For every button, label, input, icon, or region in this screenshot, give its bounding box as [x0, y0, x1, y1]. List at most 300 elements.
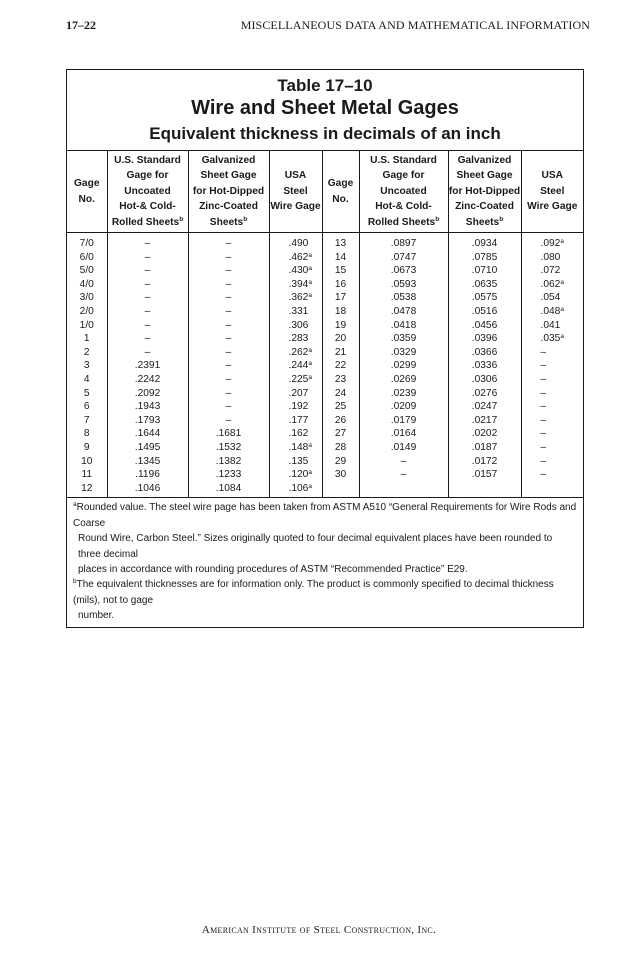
section-title: MISCELLANEOUS DATA AND MATHEMATICAL INFORMATION: [240, 18, 590, 32]
cell-value: .0934: [471, 238, 498, 249]
cell-value: .177: [288, 414, 309, 426]
cell-value: .207: [288, 387, 309, 399]
cell-gage: [67, 332, 107, 346]
footnote-mark: a: [308, 251, 312, 259]
header-usa-steel-2: [521, 151, 583, 233]
cell-value: .0217: [471, 414, 498, 426]
cell-gage: [322, 233, 359, 251]
cell-us: [359, 332, 448, 346]
gage-table-body: [67, 233, 583, 498]
cell-value: –: [225, 414, 232, 426]
header-line: Gage for: [126, 170, 169, 182]
cell-value: .148: [288, 441, 309, 453]
cell-us: [107, 414, 188, 428]
cell-usa: [269, 387, 322, 401]
header-line: [108, 215, 188, 230]
cell-value: .062: [540, 278, 561, 290]
cell-us: [359, 400, 448, 414]
cell-us: [107, 264, 188, 278]
footnote-a-line-2: Round Wire, Carbon Steel.” Sizes originally quoted to four decimal equivalent places have been rounded to three decimal: [78, 533, 553, 560]
cell-value: 25: [334, 401, 347, 413]
header-line: for Hot-Dipped: [192, 185, 265, 197]
cell-galv: [448, 373, 521, 387]
table-row: [67, 468, 583, 482]
header-line: Galvanized: [201, 154, 256, 166]
cell-us: [359, 427, 448, 441]
cell-value: 12: [81, 482, 93, 494]
page-footer: American Institute of Steel Construction, Inc.: [201, 924, 437, 936]
header-line: Uncoated: [380, 185, 427, 197]
cell-gage: [322, 400, 359, 414]
cell-us: [359, 291, 448, 305]
header-line: U.S. Standard: [114, 154, 181, 166]
cell-usa: [269, 441, 322, 455]
cell-value: 2: [83, 346, 90, 358]
cell-value: .120: [288, 469, 309, 481]
cell-galv: [188, 373, 269, 387]
cell-value: 22: [334, 360, 347, 372]
cell-value: –: [225, 319, 232, 331]
cell-value: 7: [83, 414, 90, 426]
cell-value: .0149: [390, 441, 417, 453]
header-line-text: Sheets: [465, 216, 500, 228]
cell-value: –: [225, 387, 232, 399]
cell-galv: [448, 264, 521, 278]
cell-us: [359, 278, 448, 292]
cell-usa: [521, 359, 583, 373]
footnote-mark: b: [499, 215, 504, 223]
cell-gage: [322, 291, 359, 305]
cell-gage: [67, 482, 107, 498]
cell-usa: [269, 400, 322, 414]
cell-value: .0673: [390, 265, 417, 277]
cell-value: .362: [288, 292, 309, 304]
cell-value: .1532: [215, 441, 242, 453]
cell-usa: [269, 373, 322, 387]
cell-value: .0747: [390, 251, 417, 263]
cell-galv: [188, 387, 269, 401]
table-title: Wire and Sheet Metal Gages: [191, 97, 459, 119]
cell-value: .0593: [390, 278, 417, 290]
table-row: [67, 346, 583, 360]
header-line: Galvanized: [457, 154, 512, 166]
header-line: Wire Gage: [270, 201, 321, 213]
cell-value: 1/0: [79, 319, 94, 331]
cell-usa: [269, 291, 322, 305]
page-header: [66, 18, 590, 34]
header-line: Steel: [283, 185, 308, 197]
cell-galv: [448, 400, 521, 414]
cell-value: 23: [334, 373, 347, 385]
cell-us: [107, 251, 188, 265]
cell-usa: [521, 291, 583, 305]
cell-value: .1495: [134, 441, 161, 453]
footnote-mark: a: [308, 441, 312, 449]
cell-us: [359, 373, 448, 387]
cell-galv: [448, 468, 521, 482]
header-line: [449, 215, 521, 230]
cell-usa: [269, 233, 322, 251]
cell-value: .2242: [134, 373, 161, 385]
cell-usa: [269, 427, 322, 441]
cell-galv: [448, 319, 521, 333]
header-us-standard-2: [359, 151, 448, 233]
cell-value: –: [225, 360, 232, 372]
cell-galv: [188, 291, 269, 305]
header-line: Wire Gage: [527, 201, 578, 213]
header-line: Sheet Gage: [200, 170, 257, 182]
footnote-mark: a: [308, 360, 312, 368]
table-subtitle: Equivalent thickness in decimals of an inch: [149, 124, 501, 143]
cell-gage: [67, 278, 107, 292]
cell-us: [107, 427, 188, 441]
header-line: USA: [284, 170, 307, 182]
cell-usa: [521, 233, 583, 251]
cell-value: .0635: [471, 278, 498, 290]
cell-value: 16: [334, 278, 347, 290]
cell-gage: [67, 359, 107, 373]
table-row: [67, 482, 583, 498]
footnote-mark: a: [560, 238, 564, 245]
table-row: [67, 278, 583, 292]
cell-us: [107, 359, 188, 373]
cell-gage: [67, 233, 107, 251]
cell-value: .0336: [471, 360, 498, 372]
footnote-b-line-2: number.: [78, 610, 115, 622]
cell-value: .054: [540, 292, 561, 304]
cell-gage: [322, 264, 359, 278]
cell-gage: [67, 305, 107, 319]
cell-value: –: [144, 238, 151, 249]
cell-us: [359, 468, 448, 482]
cell-gage: [322, 468, 359, 482]
cell-value: 18: [334, 305, 347, 317]
cell-value: 10: [81, 455, 93, 467]
cell-value: 27: [334, 428, 347, 440]
cell-value: –: [225, 265, 232, 277]
gage-table-frame: [66, 69, 584, 628]
header-line-text: Rolled Sheets: [367, 216, 436, 228]
header-line: Gage: [74, 178, 100, 190]
cell-us: [359, 414, 448, 428]
cell-value: 3/0: [79, 292, 94, 304]
cell-galv: [188, 319, 269, 333]
table-row: [67, 359, 583, 373]
cell-value: –: [225, 238, 232, 249]
header-line: Hot-& Cold-: [119, 201, 176, 213]
footnote-mark: a: [308, 346, 312, 354]
footnote-mark: a: [308, 373, 312, 381]
cell-value: .0239: [390, 387, 417, 399]
cell-gage: [322, 346, 359, 360]
table-row: [67, 387, 583, 401]
table-row: [67, 427, 583, 441]
cell-gage: [67, 291, 107, 305]
cell-galv: [188, 414, 269, 428]
cell-us: [107, 455, 188, 469]
cell-galv: [188, 332, 269, 346]
cell-us: [359, 346, 448, 360]
cell-value: 30: [334, 469, 347, 481]
cell-usa: [521, 251, 583, 265]
footnote-mark: a: [308, 278, 312, 286]
footnote-line: The equivalent thicknesses are for information only. The product is commonly specified to decimal thickness (mils), not to gage: [73, 579, 554, 606]
cell-galv: [188, 482, 269, 498]
cell-galv: [448, 427, 521, 441]
cell-value: .0396: [471, 333, 498, 345]
cell-value: .0516: [471, 305, 498, 317]
header-line: No.: [332, 193, 349, 205]
footnote-mark: b: [179, 215, 184, 223]
footnote-mark: a: [560, 278, 564, 286]
cell-galv: [448, 482, 521, 498]
cell-value: .306: [288, 319, 309, 331]
cell-gage: [67, 319, 107, 333]
cell-value: 13: [334, 238, 347, 249]
cell-value: .0329: [390, 346, 417, 358]
cell-galv: [188, 427, 269, 441]
cell-us: [359, 455, 448, 469]
cell-gage: [67, 427, 107, 441]
cell-value: –: [540, 360, 547, 372]
table-row: [67, 319, 583, 333]
cell-value: .394: [288, 278, 309, 290]
cell-galv: [188, 264, 269, 278]
cell-value: .0299: [390, 360, 417, 372]
cell-galv: [188, 278, 269, 292]
cell-usa: [521, 427, 583, 441]
cell-value: .0187: [471, 441, 498, 453]
cell-value: .035: [540, 333, 561, 345]
cell-value: .0575: [471, 292, 498, 304]
cell-galv: [188, 455, 269, 469]
cell-value: .0209: [390, 401, 417, 413]
footnote-b: [73, 577, 577, 608]
footnote-a: [73, 500, 577, 531]
cell-gage: [322, 251, 359, 265]
cell-galv: [188, 468, 269, 482]
cell-value: .1644: [134, 428, 161, 440]
table-row: [67, 332, 583, 346]
cell-gage: [67, 468, 107, 482]
page-number: 17–22: [66, 18, 96, 32]
cell-value: –: [400, 455, 407, 467]
cell-gage: [322, 482, 359, 498]
cell-value: 8: [83, 428, 90, 440]
cell-galv: [448, 278, 521, 292]
cell-usa: [521, 373, 583, 387]
footnote-mark: b: [243, 215, 248, 223]
cell-value: 21: [334, 346, 347, 358]
cell-gage: [67, 387, 107, 401]
cell-value: .080: [540, 251, 561, 263]
cell-value: .430: [288, 265, 309, 277]
footnote-a-line-3: places in accordance with rounding procedures of ASTM “Recommended Practice” E29.: [78, 563, 468, 575]
header-line: No.: [78, 193, 95, 205]
cell-galv: [188, 359, 269, 373]
table-row: [67, 441, 583, 455]
cell-value: –: [225, 251, 232, 263]
cell-value: .0172: [471, 455, 498, 467]
header-line: U.S. Standard: [370, 154, 437, 166]
cell-value: .0306: [471, 373, 498, 385]
table-row: [67, 305, 583, 319]
cell-value: 6: [83, 401, 90, 413]
cell-us: [107, 332, 188, 346]
cell-value: 4/0: [79, 278, 94, 290]
cell-gage: [322, 278, 359, 292]
cell-galv: [448, 346, 521, 360]
cell-galv: [448, 414, 521, 428]
cell-us: [107, 441, 188, 455]
cell-usa: [269, 414, 322, 428]
cell-value: –: [540, 469, 547, 481]
cell-value: 1: [83, 333, 90, 345]
table-row: [67, 414, 583, 428]
cell-value: 4: [83, 373, 90, 385]
cell-us: [359, 482, 448, 498]
table-row: [67, 400, 583, 414]
cell-usa: [269, 359, 322, 373]
cell-galv: [188, 441, 269, 455]
cell-usa: [269, 346, 322, 360]
cell-value: 28: [334, 441, 347, 453]
header-line: Zinc-Coated: [455, 201, 514, 213]
cell-gage: [67, 400, 107, 414]
cell-value: .0456: [471, 319, 498, 331]
cell-us: [107, 319, 188, 333]
header-line: Uncoated: [124, 185, 171, 197]
cell-gage: [322, 414, 359, 428]
header-usa-steel: [269, 151, 322, 233]
cell-value: .1382: [215, 455, 242, 467]
cell-usa: [521, 482, 583, 498]
cell-value: 11: [81, 469, 93, 481]
cell-us: [359, 441, 448, 455]
cell-galv: [188, 251, 269, 265]
cell-value: .0157: [471, 469, 498, 481]
footnote-mark: a: [308, 265, 312, 273]
cell-gage: [67, 251, 107, 265]
cell-us: [359, 233, 448, 251]
cell-usa: [521, 400, 583, 414]
table-row: [67, 291, 583, 305]
cell-galv: [188, 233, 269, 251]
footnote-mark: a: [560, 333, 564, 341]
cell-value: 20: [334, 333, 347, 345]
cell-value: .106: [288, 482, 309, 494]
cell-usa: [269, 278, 322, 292]
cell-value: .0366: [471, 346, 498, 358]
cell-gage: [322, 332, 359, 346]
cell-value: .0538: [390, 292, 417, 304]
cell-galv: [448, 441, 521, 455]
table-titles: [67, 70, 583, 151]
cell-value: 29: [334, 455, 347, 467]
cell-value: 17: [334, 292, 347, 304]
cell-value: 14: [334, 251, 347, 263]
gage-table: [67, 151, 583, 497]
cell-value: .041: [540, 319, 561, 331]
cell-value: –: [540, 455, 547, 467]
cell-value: .0359: [390, 333, 417, 345]
cell-value: .162: [288, 428, 309, 440]
cell-value: –: [144, 305, 151, 317]
cell-value: .192: [288, 401, 309, 413]
cell-gage: [322, 455, 359, 469]
cell-gage: [67, 264, 107, 278]
cell-gage: [322, 359, 359, 373]
cell-value: –: [225, 373, 232, 385]
cell-usa: [269, 251, 322, 265]
header-us-standard: [107, 151, 188, 233]
cell-value: –: [144, 292, 151, 304]
cell-value: –: [225, 305, 232, 317]
cell-value: .462: [288, 251, 309, 263]
table-row: [67, 455, 583, 469]
cell-gage: [322, 427, 359, 441]
table-row: [67, 373, 583, 387]
cell-value: .2391: [134, 360, 161, 372]
cell-value: 2/0: [79, 305, 94, 317]
cell-galv: [448, 455, 521, 469]
cell-value: –: [540, 401, 547, 413]
cell-us: [107, 233, 188, 251]
cell-us: [107, 387, 188, 401]
cell-value: –: [540, 373, 547, 385]
cell-galv: [448, 233, 521, 251]
cell-usa: [269, 319, 322, 333]
footnotes: [67, 497, 583, 626]
cell-gage: [67, 441, 107, 455]
header-line: USA: [541, 170, 563, 182]
cell-value: 9: [83, 441, 90, 453]
cell-value: .1681: [215, 428, 242, 440]
cell-value: –: [225, 401, 232, 413]
cell-value: 5: [83, 387, 90, 399]
cell-galv: [448, 251, 521, 265]
cell-galv: [448, 291, 521, 305]
cell-us: [107, 278, 188, 292]
footnote-mark: a: [308, 469, 312, 477]
cell-value: –: [540, 346, 547, 358]
footnote-mark: a: [560, 305, 564, 313]
cell-us: [107, 291, 188, 305]
cell-value: 26: [334, 414, 347, 426]
cell-value: .0478: [390, 305, 417, 317]
cell-us: [359, 319, 448, 333]
cell-value: .0710: [471, 265, 498, 277]
cell-value: 15: [334, 265, 347, 277]
cell-value: .2092: [134, 387, 161, 399]
cell-value: –: [540, 428, 547, 440]
table-row: [67, 233, 583, 251]
header-galvanized-2: [448, 151, 521, 233]
cell-value: .072: [540, 265, 561, 277]
cell-usa: [269, 332, 322, 346]
cell-galv: [188, 346, 269, 360]
cell-usa: [521, 441, 583, 455]
cell-value: 19: [334, 319, 347, 331]
cell-us: [359, 359, 448, 373]
cell-galv: [448, 359, 521, 373]
cell-gage: [67, 373, 107, 387]
cell-value: –: [225, 333, 232, 345]
cell-value: –: [144, 346, 151, 358]
header-line-text: Sheets: [209, 216, 244, 228]
cell-usa: [521, 414, 583, 428]
cell-usa: [269, 482, 322, 498]
